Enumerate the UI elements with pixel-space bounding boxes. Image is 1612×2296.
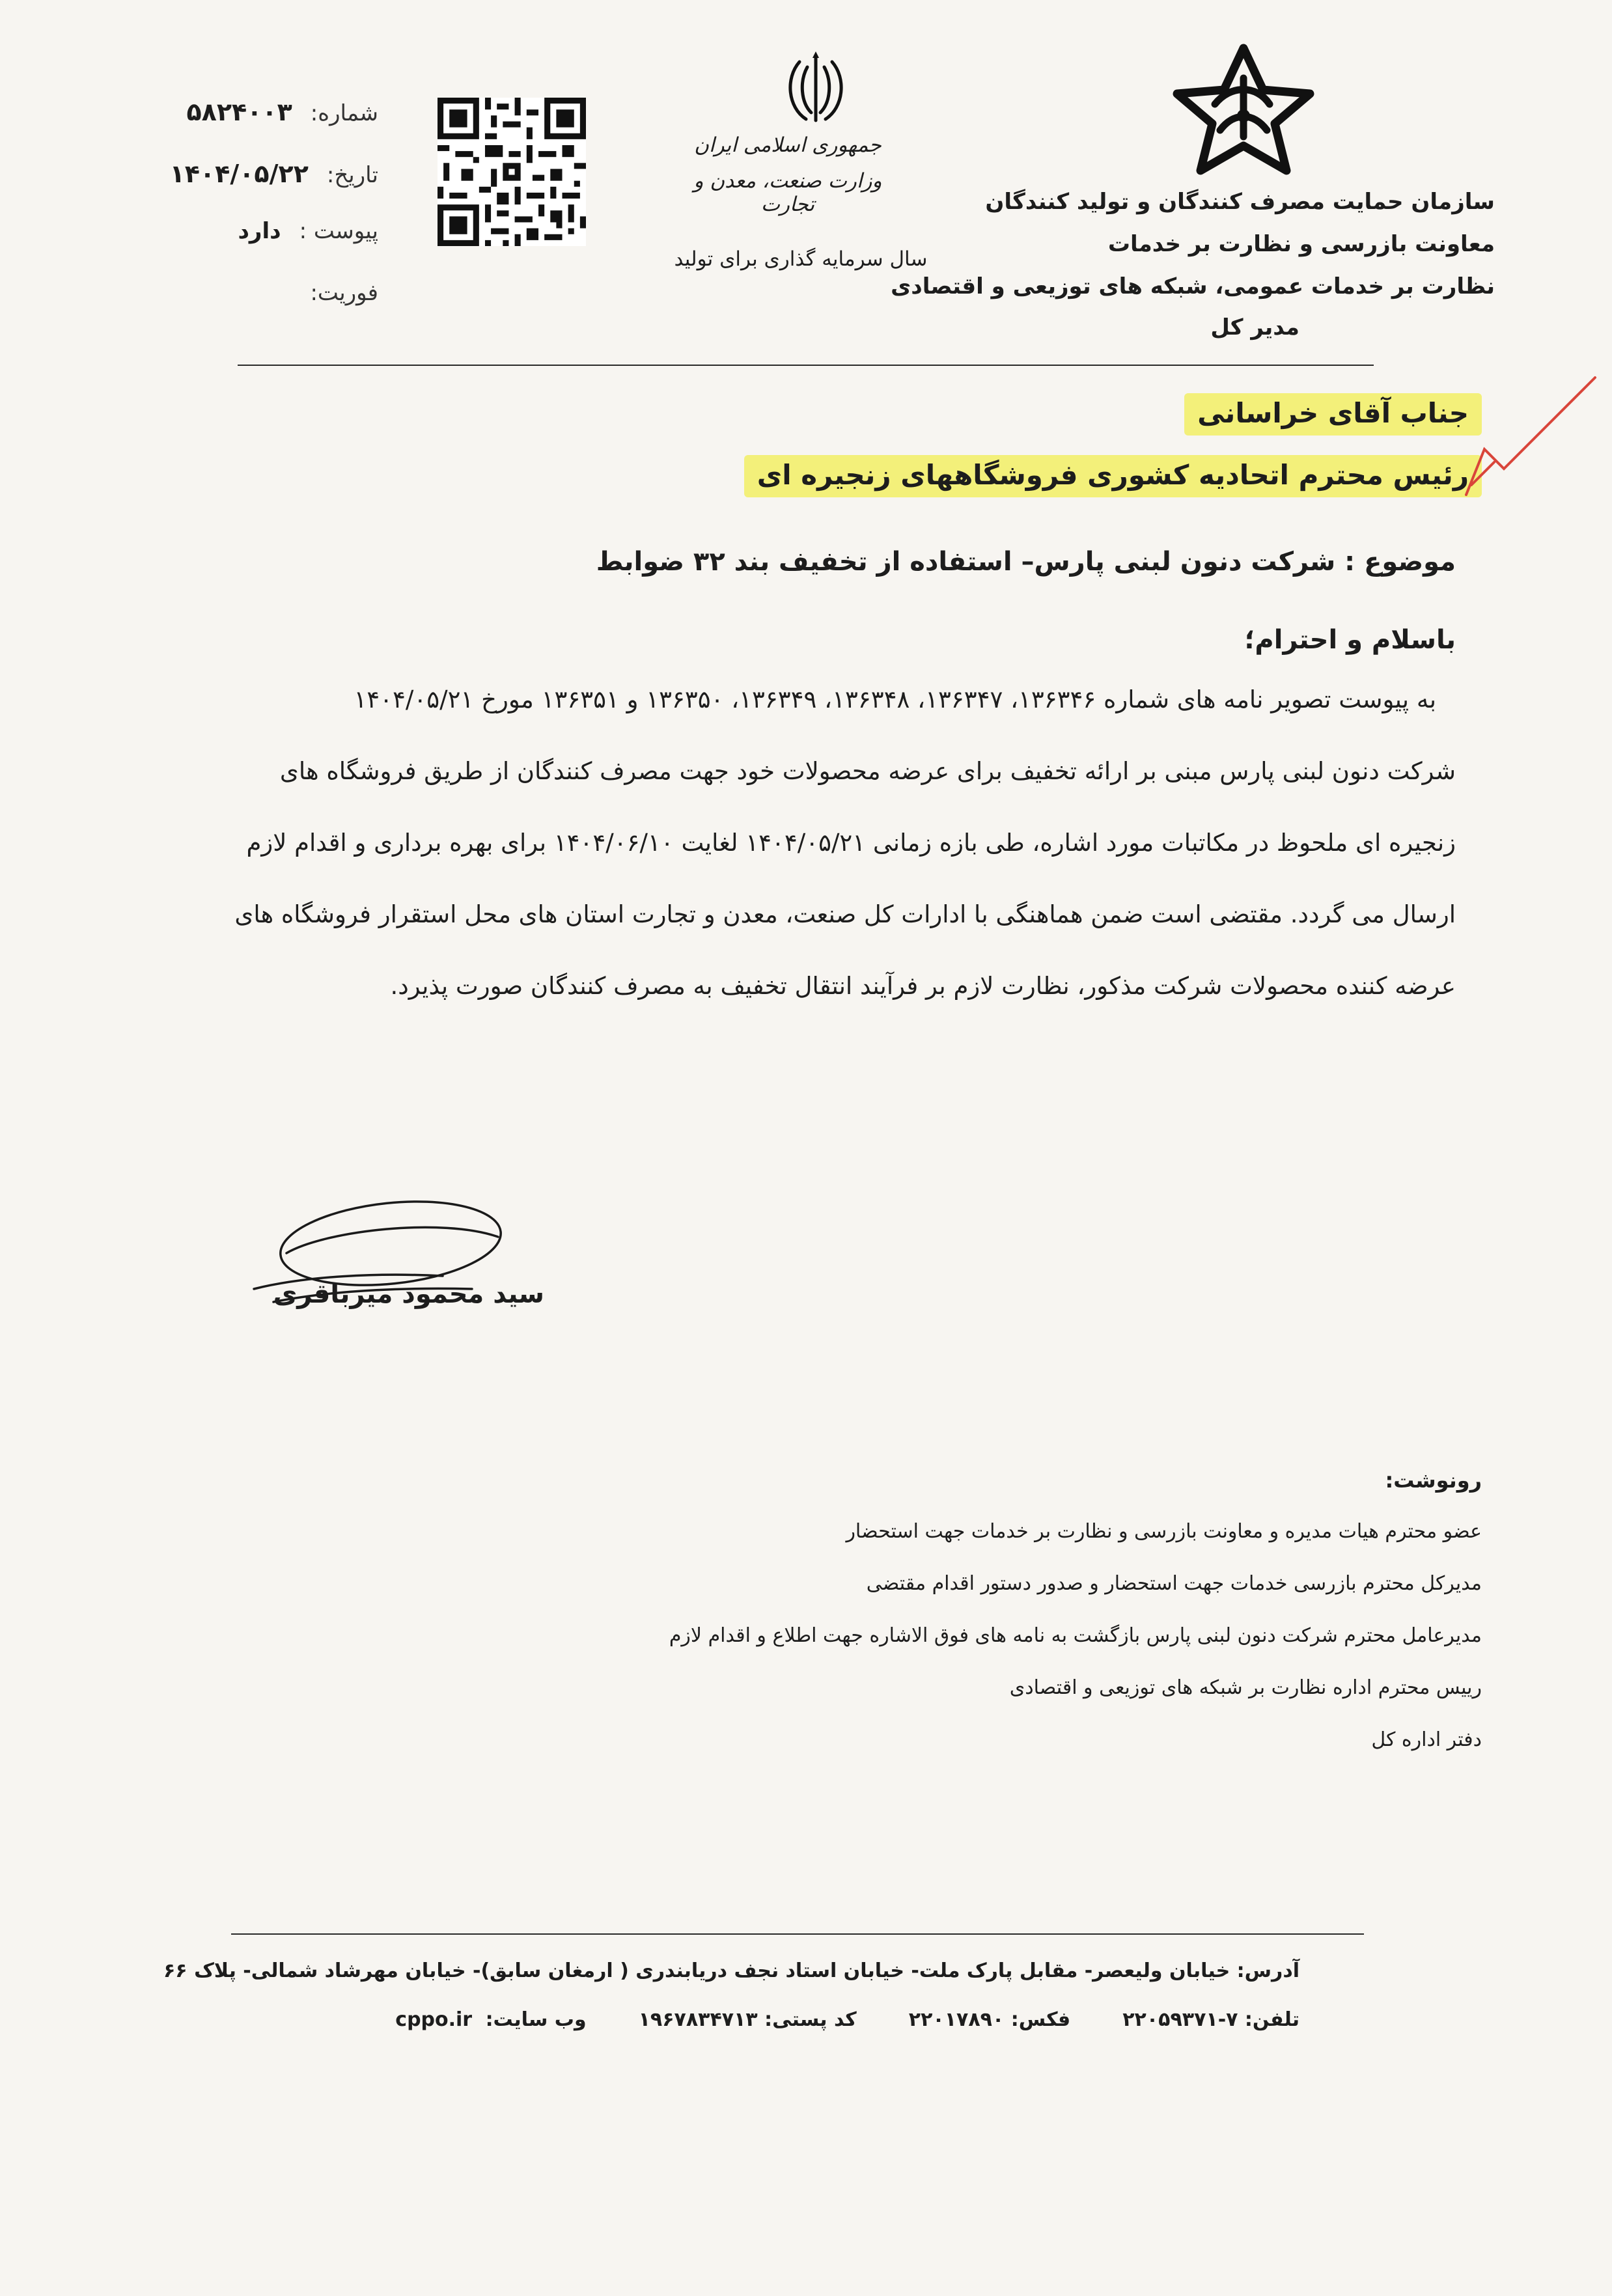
cc-item-5: دفتر اداره کل <box>1371 1728 1482 1751</box>
body-line-2: شرکت دنون لبنی پارس مبنی بر ارائه تخفیف برای عرضه محصولات خود جهت مصرف کنندگان از طریق فروشگاه های <box>279 757 1456 785</box>
header-divider <box>238 365 1374 366</box>
cc-item-1: عضو محترم هیات مدیره و معاونت بازرسی و نظارت بر خدمات جهت استحضار <box>846 1520 1482 1543</box>
cc-item-2: مدیرکل محترم بازرسی خدمات جهت استحضار و صدور دستور اقدام مقتضی <box>866 1572 1482 1595</box>
number-label: شماره: <box>310 100 378 126</box>
body-line-3: زنجیره ای ملحوظ در مکاتبات مورد اشاره، طی بازه زمانی ۱۴۰۴/۰۵/۲۱ لغایت ۱۴۰۴/۰۶/۱۰ برای بهره برداری و اقدام لازم <box>246 829 1456 857</box>
emblem-ministry-name: وزارت صنعت، معدن و تجارت <box>693 169 882 216</box>
subject-line: موضوع : شرکت دنون لبنی پارس– استفاده از تخفیف بند ۳۲ ضوابط <box>596 547 1456 577</box>
recipient-title <box>744 459 1482 491</box>
year-slogan: سال سرمایه گذاری برای تولید <box>674 247 928 271</box>
footer-address: آدرس: خیابان ولیعصر- مقابل پارک ملت- خیابان استاد نجف دریابندری ( ارمغان سابق)- خیابان مهرشاد شمالی- پلاک ۶۶ <box>163 1959 1299 1982</box>
org-line-4: مدیر کل <box>1210 314 1299 340</box>
recipient-name <box>1184 397 1482 429</box>
emblem-country-name: جمهوری اسلامی ایران <box>694 133 882 157</box>
attachment-label: پیوست : <box>299 218 378 244</box>
cc-item-4: رییس محترم اداره نظارت بر شبکه های توزیعی و اقتصادی <box>1009 1676 1482 1699</box>
body-line-1: به پیوست تصویر نامه های شماره ۱۳۶۳۴۶، ۱۳۶۳۴۷، ۱۳۶۳۴۸، ۱۳۶۳۴۹، ۱۳۶۳۵۰ و ۱۳۶۳۵۱ مورخ ۱۴۰۴/۰۵/۲۱ <box>354 685 1436 713</box>
attachment-value: دارد <box>238 218 281 244</box>
cc-title: رونوشت: <box>1385 1468 1482 1493</box>
footer-phone: تلفن: ۷-۲۲۰۵۹۳۷۱ <box>1122 2008 1299 2031</box>
meta-attachment <box>238 218 378 244</box>
meta-urgency <box>310 280 378 306</box>
footer-postal-code: کد پستی: ۱۹۶۷۸۳۴۷۱۳ <box>638 2008 857 2031</box>
qr-code-image <box>438 98 586 246</box>
recipient-name-text: جناب آقای خراسانی <box>1184 393 1482 436</box>
handwritten-signature <box>247 1191 527 1335</box>
organization-logo-icon <box>1165 39 1322 182</box>
body-line-4: ارسال می گردد. مقتضی است ضمن هماهنگی با ادارات کل صنعت، معدن و تجارت استان های محل استقرار فروشگاه های <box>234 900 1456 928</box>
footer-website-label: وب سایت: <box>485 2008 587 2031</box>
footer-website-group <box>395 2008 586 2031</box>
footer-divider <box>231 1933 1364 1935</box>
cc-item-3: مدیرعامل محترم شرکت دنون لبنی پارس بازگشت به نامه های فوق الاشاره جهت اطلاع و اقدام لازم <box>669 1624 1482 1647</box>
meta-number <box>186 98 378 126</box>
footer-website-link[interactable]: cppo.ir <box>395 2008 473 2031</box>
org-line-1: سازمان حمایت مصرف کنندگان و تولید کنندگان <box>985 189 1495 215</box>
meta-date <box>170 159 378 188</box>
greeting: باسلام و احترام؛ <box>1244 625 1456 655</box>
pen-mark-icon <box>1458 371 1608 508</box>
signatory-name: سید محمود میرباقری <box>273 1279 544 1309</box>
org-line-3: نظارت بر خدمات عمومی، شبکه های توزیعی و اقتصادی <box>891 273 1495 299</box>
org-line-2: معاونت بازرسی و نظارت بر خدمات <box>1107 231 1495 257</box>
body-line-5: عرضه کننده محصولات شرکت مذکور، نظارت لازم بر فرآیند انتقال تخفیف به مصرف کنندگان صورت پذیرد. <box>390 972 1456 1000</box>
date-label: تاریخ: <box>326 162 378 188</box>
iran-emblem-icon <box>780 49 852 127</box>
recipient-title-text: رئیس محترم اتحادیه کشوری فروشگاههای زنجیره ای <box>744 455 1482 497</box>
footer-fax: فکس: ۲۲۰۱۷۸۹۰ <box>908 2008 1071 2031</box>
urgency-label: فوریت: <box>310 280 378 306</box>
number-value: ۵۸۲۴۰۰۳ <box>186 98 292 126</box>
footer-contacts <box>395 2008 1299 2031</box>
date-value: ۱۴۰۴/۰۵/۲۲ <box>169 159 309 188</box>
